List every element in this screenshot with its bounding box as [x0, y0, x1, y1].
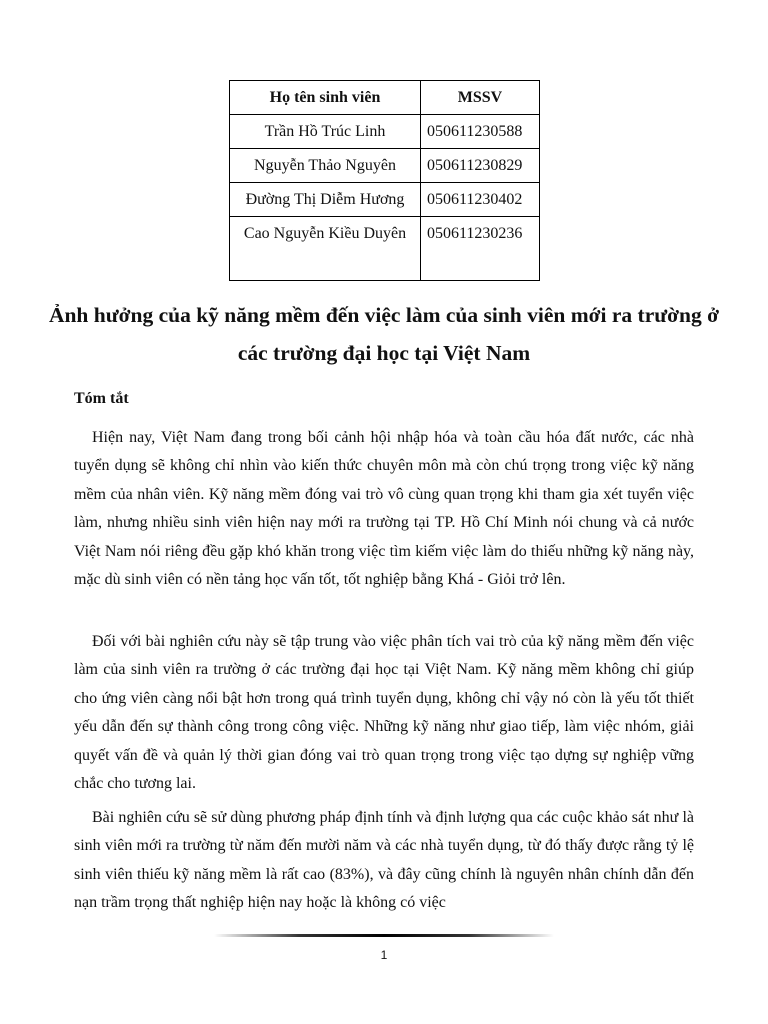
footer-divider	[214, 934, 554, 937]
student-id: 050611230236	[421, 217, 540, 281]
abstract-paragraph: Đối với bài nghiên cứu này sẽ tập trung vào việc phân tích vai trò của kỹ năng mềm đến việc làm của sinh viên ra trường ở các trường đại học tại Việt Nam. Kỹ năng mềm không chỉ giúp cho ứng viên càng nổi bật hơn trong quá trình tuyển dụng, không chỉ vậy nó còn là yếu tốt thiết yếu dẫn đến sự thành công trong công việc. Những kỹ năng như giao tiếp, làm việc nhóm, giải quyết vấn đề và quản lý thời gian đóng vai trò quan trọng trong việc tạo dựng sự nghiệp vững chắc cho tương lai.	[74, 633, 694, 793]
table-row	[230, 217, 540, 281]
student-id: 050611230829	[421, 149, 540, 183]
abstract-paragraph: Bài nghiên cứu sẽ sử dùng phương pháp định tính và định lượng qua các cuộc khảo sát như là sinh viên mới ra trường từ năm đến mười năm và các nhà tuyển dụng, từ đó thấy được rằng tỷ lệ sinh viên thiếu kỹ năng mềm là rất cao (83%), và đây cũng chính là nguyên nhân chính dẫn đến nạn trầm trọng thất nghiệp hiện nay hoặc là không có việc	[74, 809, 694, 912]
column-header-student-id: MSSV	[421, 81, 540, 115]
document-title: Ảnh hưởng của kỹ năng mềm đến việc làm của sinh viên mới ra trường ở các trường đại học tại Việt Nam	[48, 303, 720, 365]
student-name: Đường Thị Diễm Hương	[230, 183, 421, 217]
table-header-row	[230, 81, 540, 115]
student-table	[229, 80, 540, 281]
student-name: Nguyễn Thảo Nguyên	[230, 149, 421, 183]
column-header-name: Họ tên sinh viên	[230, 81, 421, 115]
abstract-paragraph: Hiện nay, Việt Nam đang trong bối cảnh hội nhập hóa và toàn cầu hóa đất nước, các nhà tuyển dụng sẽ không chỉ nhìn vào kiến thức chuyên môn mà còn chú trọng trong việc kỹ năng mềm của nhân viên. Kỹ năng mềm đóng vai trò vô cùng quan trọng khi tham gia xét tuyển việc làm, nhưng nhiều sinh viên hiện nay mới ra trường tại TP. Hồ Chí Minh nói chung và cả nước Việt Nam nói riêng đều gặp khó khăn trong việc tìm kiếm việc làm do thiếu những kỹ năng này, mặc dù sinh viên có nền tảng học vấn tốt, tốt nghiệp bằng Khá - Giỏi trở lên.	[74, 429, 694, 589]
table-row	[230, 183, 540, 217]
student-name: Trần Hồ Trúc Linh	[230, 115, 421, 149]
abstract-heading: Tóm tắt	[74, 390, 129, 407]
table-row	[230, 115, 540, 149]
student-id: 050611230588	[421, 115, 540, 149]
student-name: Cao Nguyễn Kiều Duyên	[230, 217, 421, 281]
table-row	[230, 149, 540, 183]
student-id: 050611230402	[421, 183, 540, 217]
page-number: 1	[380, 948, 388, 962]
